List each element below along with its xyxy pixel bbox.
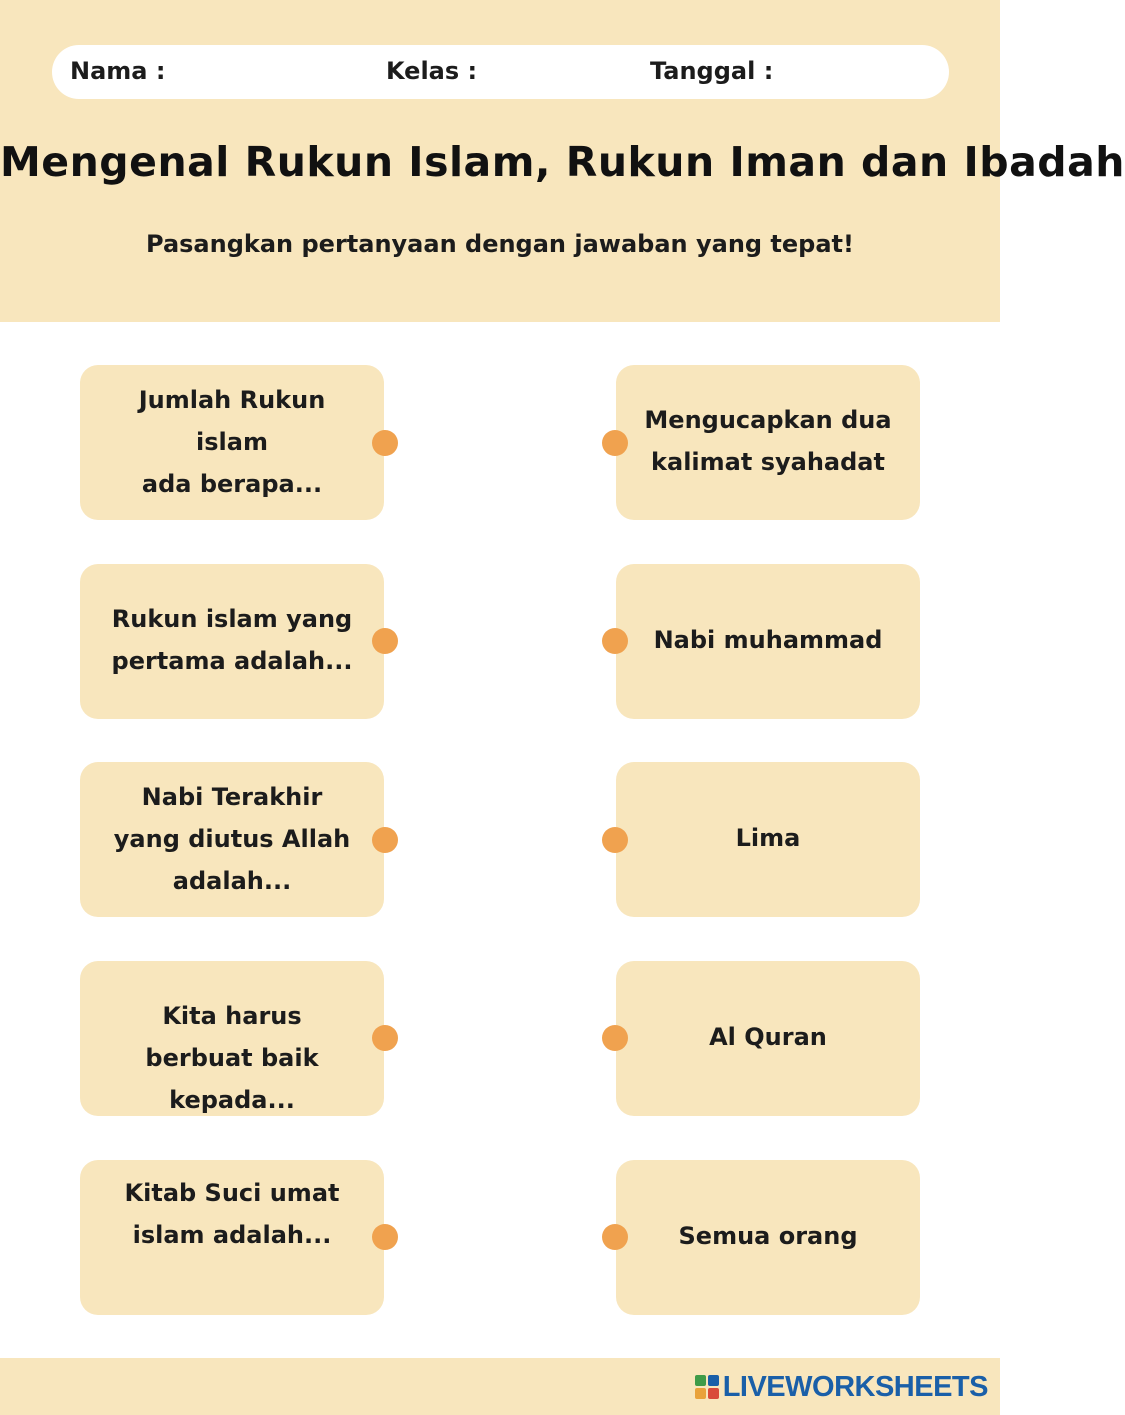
date-label: Tanggal : <box>650 57 774 85</box>
answer-card-1 <box>616 365 920 520</box>
answer-text-2: Nabi muhammad <box>653 626 883 654</box>
question-connector-dot-1[interactable] <box>372 430 398 456</box>
worksheet-title: Mengenal Rukun Islam, Rukun Iman dan Ibadah <box>0 138 1125 186</box>
answer-card-5 <box>616 1160 920 1315</box>
liveworksheets-logo-icon <box>695 1375 719 1399</box>
answer-connector-dot-5[interactable] <box>602 1224 628 1250</box>
student-info-bar <box>52 45 949 99</box>
name-label: Nama : <box>70 57 166 85</box>
question-connector-dot-4[interactable] <box>372 1025 398 1051</box>
question-card-2 <box>80 564 384 719</box>
answer-connector-dot-2[interactable] <box>602 628 628 654</box>
footer-bar <box>0 1358 1000 1415</box>
answer-text-3: Lima <box>735 824 801 852</box>
liveworksheets-logo[interactable] <box>695 1372 988 1402</box>
class-label: Kelas : <box>386 57 478 85</box>
question-card-3 <box>80 762 384 917</box>
question-card-1 <box>80 365 384 520</box>
answer-card-3 <box>616 762 920 917</box>
answer-text-1: Mengucapkan dua kalimat syahadat <box>644 406 892 476</box>
question-text-4: Kita harus berbuat baik kepada... <box>145 1002 319 1114</box>
question-text-3: Nabi Terakhir yang diutus Allah adalah... <box>113 783 351 895</box>
question-connector-dot-5[interactable] <box>372 1224 398 1250</box>
question-connector-dot-2[interactable] <box>372 628 398 654</box>
liveworksheets-brand-text: LIVEWORKSHEETS <box>722 1370 988 1403</box>
answer-text-4: Al Quran <box>709 1023 827 1051</box>
answer-card-4 <box>616 961 920 1116</box>
question-connector-dot-3[interactable] <box>372 827 398 853</box>
answer-connector-dot-4[interactable] <box>602 1025 628 1051</box>
worksheet-instruction: Pasangkan pertanyaan dengan jawaban yang tepat! <box>146 230 854 258</box>
answer-card-2 <box>616 564 920 719</box>
question-card-5 <box>80 1160 384 1315</box>
header-panel <box>0 0 1125 322</box>
answer-connector-dot-3[interactable] <box>602 827 628 853</box>
question-text-5: Kitab Suci umat islam adalah... <box>124 1179 340 1249</box>
question-text-2: Rukun islam yang pertama adalah... <box>111 605 353 675</box>
question-text-1: Jumlah Rukun islam ada berapa... <box>138 386 326 498</box>
question-card-4 <box>80 961 384 1116</box>
answer-text-5: Semua orang <box>678 1222 858 1250</box>
answer-connector-dot-1[interactable] <box>602 430 628 456</box>
